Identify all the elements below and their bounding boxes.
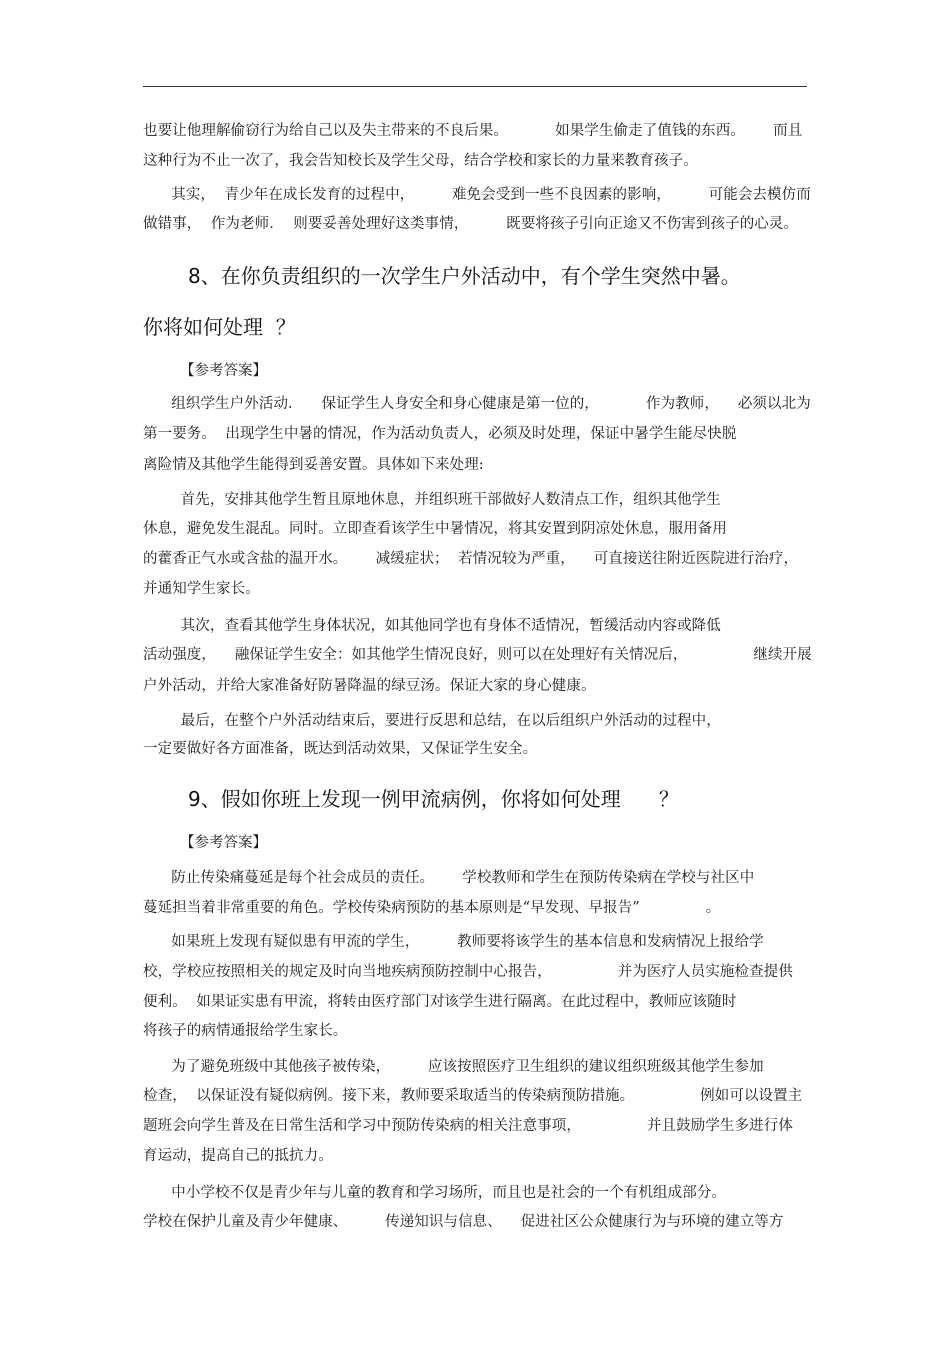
text-line: 第一要务。 出现学生中暑的情况，作为活动负责人，必须及时处理，保证中暑学生能尽快脱: [143, 426, 737, 442]
text-line: 组织学生户外活动． 保证学生人身安全和身心健康是第一位的， 作为教师， 必须以北为: [143, 396, 811, 412]
text-line: 也要让他理解偷窃行为给自己以及失主带来的不良后果。 如果学生偷走了值钱的东西。 而且: [143, 123, 803, 139]
text-line: 中小学校不仅是青少年与儿童的教育和学习场所，而且也是社会的一个有机组成部分。: [143, 1185, 727, 1201]
text-line: 一定要做好各方面准备，既达到活动效果，又保证学生安全。: [143, 741, 538, 757]
text-line: 便利。 如果证实患有甲流，将转由医疗部门对该学生进行隔离。在此过程中，教师应该随时: [143, 994, 737, 1010]
text-line: 育运动，提高自己的抵抗力。: [143, 1148, 333, 1164]
text-line: 休息，避免发生混乱。同时。立即查看该学生中暑情况，将其安置到阴凉处休息，服用备用: [143, 521, 727, 537]
text-line: 并通知学生家长。: [143, 581, 260, 597]
question-9-title: 9、假如你班上发现一例甲流病例，你将如何处理 ？: [188, 787, 679, 811]
text-line: 校，学校应按照相关的规定及时向当地疾病预防控制中心报告， 并为医疗人员实施检查提供: [143, 964, 793, 980]
text-line: 如果班上发现有疑似患有甲流的学生， 教师要将该学生的基本信息和发病情况上报给学: [143, 934, 764, 950]
question-8-title-cont: 你将如何处理 ？: [143, 315, 296, 339]
text-line: 其次，查看其他学生身体状况，如其他同学也有身体不适情况，暂缓活动内容或降低: [143, 618, 721, 634]
text-line: 检查， 以保证没有疑似病例。接下来，教师要采取适当的传染病预防措施。 例如可以设置主: [143, 1088, 803, 1104]
text-line: 学校在保护儿童及青少年健康、 传递知识与信息、 促进社区公众健康行为与环境的建立等方: [143, 1214, 784, 1230]
text-line: 防止传染痛蔓延是每个社会成员的责任。 学校教师和学生在预防传染病在学校与社区中: [143, 870, 755, 886]
text-line: 题班会向学生普及在日常生活和学习中预防传染病的相关注意事项， 并且鼓励学生多进行体: [143, 1118, 793, 1134]
answer-label: 【参考答案】: [180, 835, 267, 851]
header-rule: [143, 86, 807, 87]
text-line: 做错事， 作为老师． 则要妥善处理好这类事情， 既要将孩子引向正途又不伤害到孩子的心灵。: [143, 216, 799, 232]
text-line: 其实， 青少年在成长发育的过程中， 难免会受到一些不良因素的影响， 可能会去模仿而: [143, 187, 811, 203]
text-line: 最后，在整个户外活动结束后，要进行反思和总结，在以后组织户外活动的过程中，: [143, 713, 721, 729]
text-line: 为了避免班级中其他孩子被传染， 应该按照医疗卫生组织的建议组织班级其他学生参加: [143, 1059, 764, 1075]
text-line: 蔓延担当着非常重要的角色。学校传染病预防的基本原则是“早发现、早报告” 。: [143, 900, 721, 916]
question-8-title: 8、在你负责组织的一次学生户外活动中，有个学生突然中暑。: [188, 264, 741, 288]
text-line: 户外活动，并给大家准备好防暑降温的绿豆汤。保证大家的身心健康。: [143, 678, 596, 694]
text-line: 离险情及其他学生能得到妥善安置。具体如下来处理:: [143, 457, 484, 473]
text-line: 活动强度， 融保证学生安全：如其他学生情况良好，则可以在处理好有关情况后， 继续开展: [143, 647, 812, 663]
text-line: 首先，安排其他学生暂且原地休息，并组织班干部做好人数清点工作，组织其他学生: [143, 492, 721, 508]
text-line: 的藿香正气水或含盐的温开水。 减缓症状； 若情况较为严重， 可直接送往附近医院进行治疗，: [143, 551, 799, 567]
text-line: 这种行为不止一次了，我会告知校长及学生父母，结合学校和家长的力量来教育孩子。: [143, 153, 698, 169]
answer-label: 【参考答案】: [180, 363, 267, 379]
text-line: 将孩子的病情通报给学生家长。: [143, 1023, 348, 1039]
